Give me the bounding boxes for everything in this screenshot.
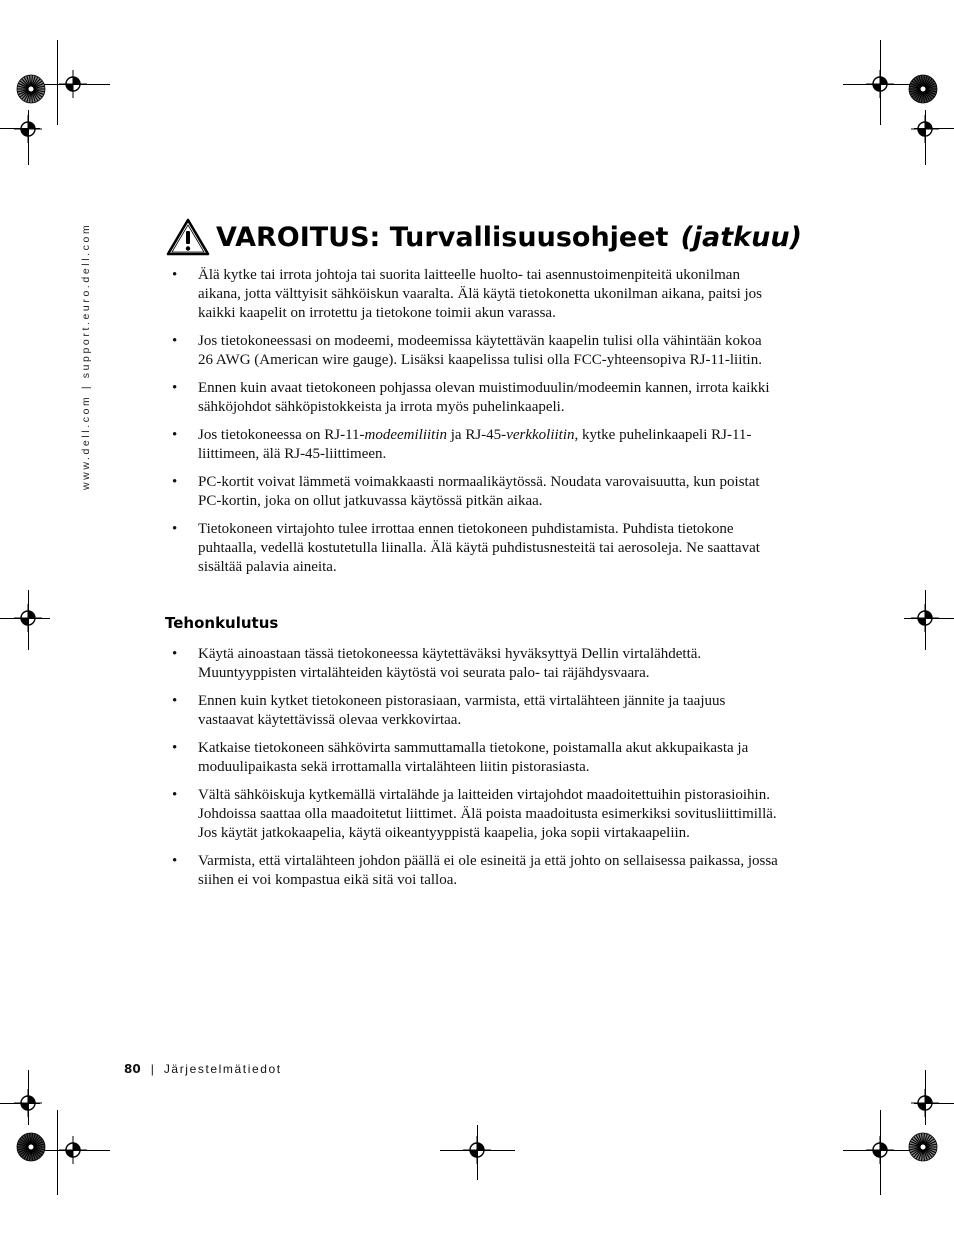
- registration-mark-icon: [14, 1089, 42, 1117]
- bullet-icon: •: [172, 427, 178, 443]
- footer-section-title: Järjestelmätiedot: [163, 1062, 282, 1076]
- item-text: , kytke puhelinkaapeli RJ-11-liittimeen, älä RJ-45-liittimeen.: [198, 427, 752, 462]
- safety-list: [170, 266, 780, 586]
- item-text: Tietokoneen virtajohto tulee irrottaa ennen tietokoneen puhdistamista. Puhdista tietokone puhtaalla, vedellä kostutetulla liinalla. Älä käytä puhdistusnesteitä tai aerosoleja. Ne saattavat sisältää palavia aineita.: [198, 521, 760, 575]
- registration-mark-icon: [911, 115, 939, 143]
- bullet-icon: •: [172, 333, 178, 349]
- page-heading: [166, 218, 802, 256]
- print-rosette-icon: [908, 74, 938, 104]
- item-text: Katkaise tietokoneen sähkövirta sammuttamalla tietokone, poistamalla akut akkupaikasta ja moduulipaikasta sekä irrottamalla virtalähteen liitin pistorasiasta.: [198, 740, 749, 775]
- bullet-icon: •: [172, 474, 178, 490]
- power-bullets: [170, 645, 780, 890]
- item-text: Ennen kuin kytket tietokoneen pistorasiaan, varmista, että virtalähteen jännite ja taajuus vastaavat käytettävissä olevaa verkkovirtaa.: [198, 693, 726, 728]
- list-item: [170, 786, 780, 843]
- list-item: [170, 739, 780, 777]
- bullet-icon: •: [172, 853, 178, 869]
- side-url: www.dell.com | support.euro.dell.com: [80, 222, 92, 490]
- item-text: Jos tietokoneessa on RJ-11-: [198, 427, 365, 443]
- print-rosette-icon: [908, 1132, 938, 1162]
- item-text: Ennen kuin avaat tietokoneen pohjassa olevan muistimoduulin/modeemin kannen, irrota kaikki sähköjohdot sähköpistokkeista ja irrota myös puhelinkaapeli.: [198, 380, 770, 415]
- item-text: PC-kortit voivat lämmetä voimakkaasti normaalikäytössä. Noudata varovaisuutta, kun poistat PC-kortin, joka on ollut jatkuvassa käytössä pitkän aikaa.: [198, 474, 760, 509]
- registration-mark-icon: [59, 70, 87, 98]
- registration-mark-icon: [911, 1089, 939, 1117]
- registration-mark-icon: [463, 1136, 491, 1164]
- footer-separator: |: [150, 1062, 154, 1076]
- warning-triangle-icon: [166, 218, 210, 256]
- page-footer: [124, 1062, 282, 1076]
- bullet-icon: •: [172, 521, 178, 537]
- heading-title: VAROITUS: Turvallisuusohjeet: [216, 221, 669, 253]
- safety-bullets: [170, 266, 780, 577]
- heading-continued: (jatkuu): [680, 221, 802, 253]
- registration-mark-icon: [911, 604, 939, 632]
- list-item: [170, 645, 780, 683]
- list-item: [170, 520, 780, 577]
- bullet-icon: •: [172, 267, 178, 283]
- bullet-icon: •: [172, 740, 178, 756]
- item-text: Jos tietokoneessasi on modeemi, modeemissa käytettävän kaapelin tulisi olla vähintään kokoa 26 AWG (American wire gauge). Lisäksi kaapelissa tulisi olla FCC-yhteensopiva RJ-11-liitin.: [198, 333, 762, 368]
- registration-mark-icon: [14, 115, 42, 143]
- registration-mark-icon: [59, 1136, 87, 1164]
- item-text: Käytä ainoastaan tässä tietokoneessa käytettäväksi hyväksyttyä Dellin virtalähdettä. Muuntyyppisten virtalähteiden käytöstä voi seurata palo- tai räjähdysvaara.: [198, 646, 702, 681]
- bullet-icon: •: [172, 693, 178, 709]
- list-item: [170, 426, 780, 464]
- crop-line: [57, 40, 58, 125]
- list-item: [170, 332, 780, 370]
- bullet-icon: •: [172, 380, 178, 396]
- list-item: [170, 266, 780, 323]
- print-rosette-icon: [16, 1132, 46, 1162]
- crop-line: [57, 1110, 58, 1195]
- list-item: [170, 379, 780, 417]
- item-text: Varmista, että virtalähteen johdon päällä ei ole esineitä ja että johto on sellaisessa paikassa, jossa siihen ei voi kompastua eikä sitä voi talloa.: [198, 853, 778, 888]
- bullet-icon: •: [172, 646, 178, 662]
- item-text: ja RJ-45-: [447, 427, 507, 443]
- list-item: [170, 473, 780, 511]
- italic-term: verkkoliitin: [506, 427, 575, 443]
- registration-mark-icon: [14, 604, 42, 632]
- item-text: Älä kytke tai irrota johtoja tai suorita laitteelle huolto- tai asennustoimenpiteitä ukonilman aikana, jotta välttyisit sähköiskun vaaralta. Älä käytä tietokonetta ukonilman aikana, paitsi jos kaikki kaapelit on irrotettu ja tietokone toimii akun varassa.: [198, 267, 763, 321]
- list-item: [170, 692, 780, 730]
- item-text: Vältä sähköiskuja kytkemällä virtalähde ja laitteiden virtajohdot maadoitettuihin pistorasioihin. Johdoissa saattaa olla maadoitetut liittimet. Älä poista maadoitusta esimerkiksi sovitusliittimillä. Jos käytät jatkokaapelia, käytä oikeantyyppistä kaapelia, joka sopii virtakaapeliin.: [198, 787, 777, 841]
- list-item: [170, 852, 780, 890]
- power-heading: Tehonkulutus: [165, 614, 279, 632]
- page-number: 80: [124, 1062, 141, 1076]
- registration-mark-icon: [866, 70, 894, 98]
- bullet-icon: •: [172, 787, 178, 803]
- power-list: [170, 645, 780, 899]
- registration-mark-icon: [866, 1136, 894, 1164]
- italic-term: modeemiliitin: [364, 427, 448, 443]
- print-rosette-icon: [16, 74, 46, 104]
